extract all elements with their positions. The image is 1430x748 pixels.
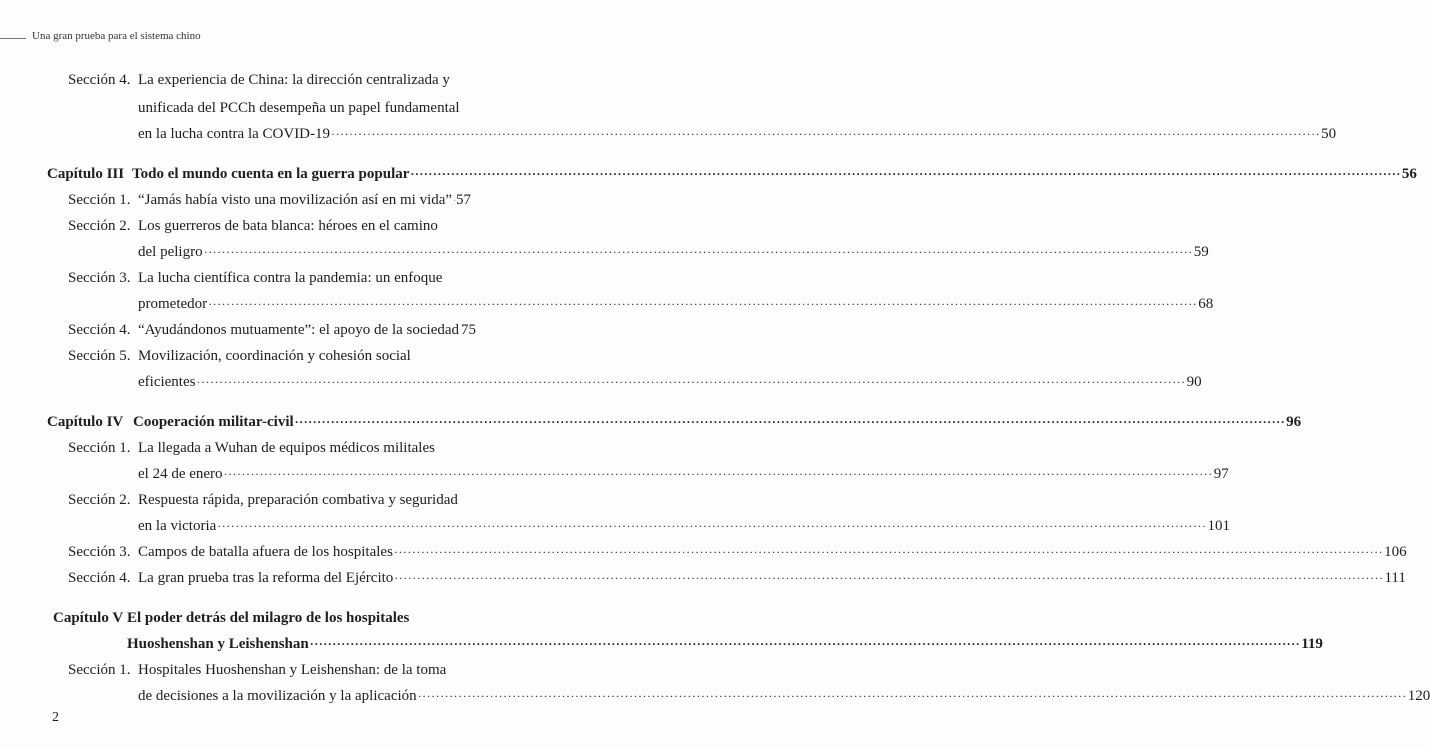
section-label: Sección 5. xyxy=(68,348,131,364)
toc-chapter-line xyxy=(0,410,1302,434)
toc-section-line xyxy=(0,96,500,120)
toc-section-line xyxy=(0,68,500,92)
toc-page-number: 97 xyxy=(1213,466,1229,482)
dot-leader xyxy=(453,188,455,212)
section-label: Sección 1. xyxy=(68,440,131,456)
dot-leader: ···························································································································································································································· xyxy=(331,127,1321,141)
toc-section-line xyxy=(0,188,500,212)
section-label: Sección 2. xyxy=(68,492,131,508)
running-header xyxy=(0,30,500,46)
toc-section-line xyxy=(0,370,1202,394)
toc-section-line xyxy=(0,462,1229,486)
toc-entry-title: Los guerreros de bata blanca: héroes en el camino xyxy=(138,218,438,234)
toc-section-line xyxy=(0,292,1214,316)
toc-page-number: 50 xyxy=(1321,126,1337,142)
toc-entry-title: el 24 de enero xyxy=(138,466,223,482)
toc-page-number: 59 xyxy=(1193,244,1209,260)
toc-section-line xyxy=(0,540,1407,564)
toc-section-line xyxy=(0,488,500,512)
toc-page-number: 101 xyxy=(1207,518,1230,534)
dot-leader: ···························································································································································································································· xyxy=(393,545,1384,559)
dot-leader: ···························································································································································································································· xyxy=(203,245,1193,259)
dot-leader: ···························································································································································································································· xyxy=(196,375,1186,389)
toc-entry-title: El poder detrás del milagro de los hospitales xyxy=(127,610,410,626)
toc-chapter-line xyxy=(0,632,1323,656)
toc-entry-title: Huoshenshan y Leishenshan xyxy=(127,636,309,652)
toc-entry-title: de decisiones a la movilización y la aplicación xyxy=(138,688,417,704)
toc-entry-title: prometedor xyxy=(138,296,208,312)
toc-entry-title: Movilización, coordinación y cohesión social xyxy=(138,348,411,364)
toc-section-line xyxy=(0,122,1337,146)
toc-section-line xyxy=(0,514,1230,538)
toc-page-number: 90 xyxy=(1186,374,1202,390)
toc-entry-title: Hospitales Huoshenshan y Leishenshan: de la toma xyxy=(138,662,447,678)
toc-entry-title: Campos de batalla afuera de los hospitales xyxy=(138,544,393,560)
toc-page-number: 106 xyxy=(1384,544,1407,560)
toc-section-line xyxy=(0,436,500,460)
running-header-text: Una gran prueba para el sistema chino xyxy=(32,30,201,42)
toc-entry-title: La gran prueba tras la reforma del Ejército xyxy=(138,570,394,586)
dot-leader: ···························································································································································································································· xyxy=(223,467,1213,481)
toc-entry-title: Respuesta rápida, preparación combativa y seguridad xyxy=(138,492,458,508)
toc-entry-title: del peligro xyxy=(138,244,203,260)
dot-leader: ···························································································································································································································· xyxy=(208,297,1198,311)
header-rule xyxy=(0,38,26,39)
toc-section-line xyxy=(0,214,500,238)
toc-entry-title: “Jamás había visto una movilización así en mi vida” xyxy=(138,192,453,208)
toc-chapter-line xyxy=(0,606,500,630)
toc-section-line xyxy=(0,566,1406,590)
toc-section-line xyxy=(0,266,500,290)
section-label: Sección 3. xyxy=(68,270,131,286)
toc-entry-title: Todo el mundo cuenta en la guerra popular xyxy=(132,166,410,182)
page-number: 2 xyxy=(52,710,59,725)
toc-entry-title: “Ayudándonos mutuamente”: el apoyo de la sociedad xyxy=(138,322,460,338)
toc-section-line xyxy=(0,318,500,342)
toc-entry-title: La llegada a Wuhan de equipos médicos militales xyxy=(138,440,435,456)
section-label: Sección 2. xyxy=(68,218,131,234)
dot-leader: ···························································································································································································································· xyxy=(394,571,1384,585)
toc-entry-title: Cooperación militar-civil xyxy=(133,414,294,430)
section-label: Sección 4. xyxy=(68,72,131,88)
section-label: Sección 1. xyxy=(68,192,131,208)
dot-leader: ···························································································································································································································· xyxy=(294,415,1286,429)
toc-page-number: 57 xyxy=(456,192,471,208)
dot-leader: ···························································································································································································································· xyxy=(217,519,1207,533)
toc-section-line xyxy=(0,658,500,682)
toc-entry-title: eficientes xyxy=(138,374,196,390)
toc-entry-title: La lucha científica contra la pandemia: un enfoque xyxy=(138,270,443,286)
section-label: Sección 4. xyxy=(68,570,131,586)
toc-section-line xyxy=(0,684,1430,708)
toc-page-number: 111 xyxy=(1384,570,1406,586)
section-label: Sección 3. xyxy=(68,544,131,560)
toc-page-number: 75 xyxy=(461,322,477,338)
toc-section-line xyxy=(0,240,1209,264)
chapter-label: Capítulo V xyxy=(53,610,124,626)
section-label: Sección 1. xyxy=(68,662,131,678)
toc-page-number: 120 xyxy=(1407,688,1430,704)
section-label: Sección 4. xyxy=(68,322,131,338)
toc-entry-title: unificada del PCCh desempeña un papel fundamental xyxy=(138,100,460,116)
dot-leader: ···························································································································································································································· xyxy=(309,637,1301,651)
toc-page-number: 96 xyxy=(1286,414,1302,430)
toc-page-number: 56 xyxy=(1401,166,1417,182)
toc-entry-title: La experiencia de China: la dirección centralizada y xyxy=(138,72,450,88)
toc-entry-title: en la victoria xyxy=(138,518,217,534)
toc-entry-title: en la lucha contra la COVID-19 xyxy=(138,126,331,142)
toc-page-number: 68 xyxy=(1198,296,1214,312)
toc-chapter-line xyxy=(0,162,1417,186)
dot-leader: ···························································································································································································································· xyxy=(417,689,1407,703)
toc-page-number: 119 xyxy=(1301,636,1323,652)
chapter-label: Capítulo IV xyxy=(47,414,124,430)
chapter-label: Capítulo III xyxy=(47,166,125,182)
dot-leader: ···························································································································································································································· xyxy=(410,167,1401,181)
toc-section-line xyxy=(0,344,500,368)
